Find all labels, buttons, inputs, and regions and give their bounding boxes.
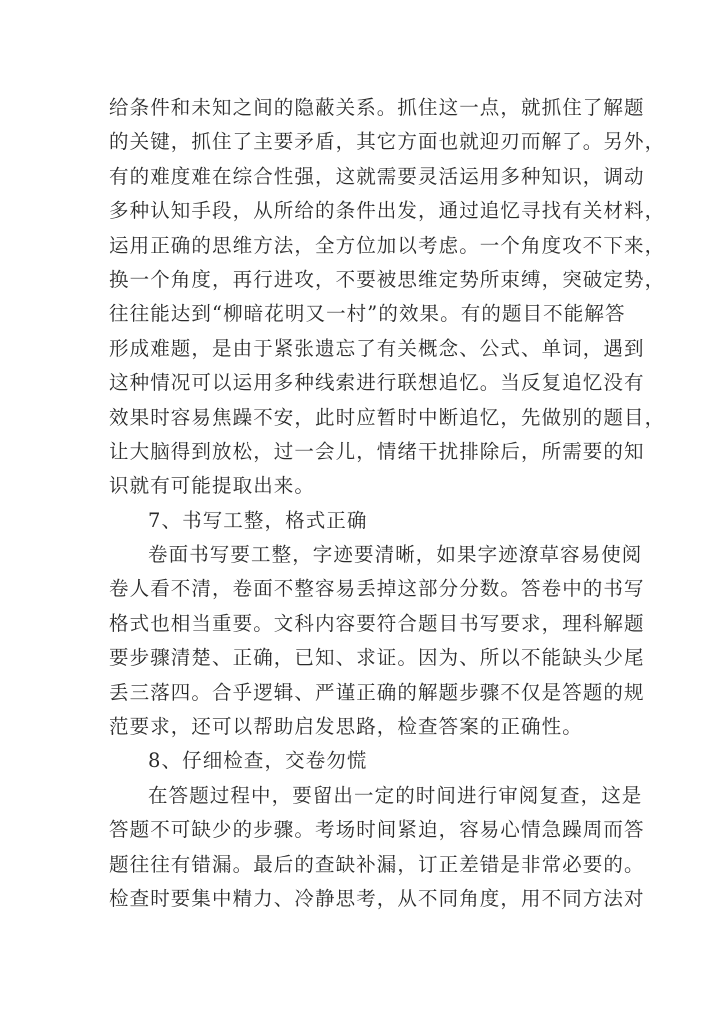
paragraph <box>109 538 645 744</box>
text-line: 格式也相当重要。文科内容要符合题目书写要求，理科解题 <box>109 611 645 635</box>
text-line: 让大脑得到放松，过一会儿，情绪干扰排除后，所需要的知 <box>109 439 645 463</box>
text-line: 多种认知手段，从所给的条件出发，通过追忆寻找有关材料， <box>109 199 666 223</box>
text-line: 丢三落四。合乎逻辑、严谨正确的解题步骤不仅是答题的规 <box>109 680 645 704</box>
text-line: 换一个角度，再行进攻，不要被思维定势所束缚，突破定势， <box>109 267 666 291</box>
text-line: 卷面书写要工整，字迹要清晰，如果字迹潦草容易使阅 <box>148 543 643 567</box>
text-line: 卷人看不清，卷面不整容易丢掉这部分分数。答卷中的书写 <box>109 577 645 601</box>
section-heading <box>109 504 613 538</box>
text-line: 给条件和未知之间的隐蔽关系。抓住这一点，就抓住了解题 <box>109 96 645 119</box>
text-line: 形成难题，是由于紧张遗忘了有关概念、公式、单词，遇到 <box>109 336 645 360</box>
document-body <box>109 91 666 916</box>
heading-text: 8、仔细检查，交卷勿慌 <box>148 749 368 773</box>
text-line: 的关键，抓住了主要矛盾，其它方面也就迎刃而解了。另外， <box>109 130 666 154</box>
text-line: 题往往有错漏。最后的查缺补漏，订正差错是非常必要的。 <box>109 852 645 876</box>
text-line: 往往能达到“柳暗花明又一村”的效果。有的题目不能解答 <box>109 302 626 326</box>
text-line: 识就有可能提取出来。 <box>109 474 316 498</box>
text-line: 答题不可缺少的步骤。考场时间紧迫，容易心情急躁周而答 <box>109 818 645 842</box>
text-line: 效果时容易焦躁不安，此时应暂时中断追忆，先做别的题目， <box>109 405 666 429</box>
text-line: 在答题过程中，要留出一定的时间进行审阅复查，这是 <box>148 783 643 807</box>
text-line: 要步骤清楚、正确，已知、求证。因为、所以不能缺头少尾 <box>109 646 645 670</box>
heading-text: 7、书写工整，格式正确 <box>148 508 368 532</box>
paragraph <box>109 91 666 504</box>
paragraph <box>109 779 645 917</box>
text-line: 运用正确的思维方法，全方位加以考虑。一个角度攻不下来， <box>109 233 666 257</box>
text-line: 范要求，还可以帮助启发思路，检查答案的正确性。 <box>109 715 583 739</box>
text-line: 这种情况可以运用多种线索进行联想追忆。当反复追忆没有 <box>109 371 645 395</box>
text-line: 有的难度难在综合性强，这就需要灵活运用多种知识，调动 <box>109 164 645 188</box>
section-heading <box>109 744 613 778</box>
text-line: 检查时要集中精力、冷静思考，从不同角度，用不同方法对 <box>109 886 645 910</box>
